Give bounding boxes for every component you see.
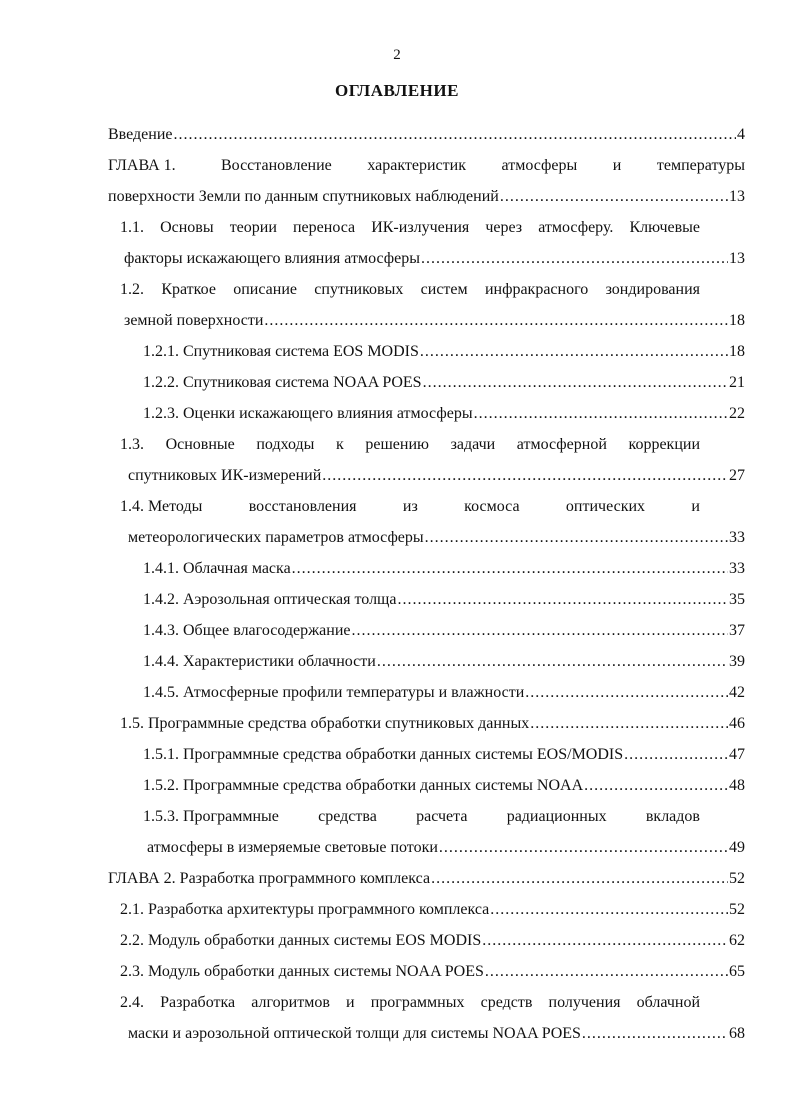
toc-entry-2-3 — [120, 960, 745, 984]
toc-entry-title: земной поверхности — [124, 312, 264, 329]
leader-dots — [624, 743, 728, 767]
toc-entry-1-4-1 — [143, 557, 745, 581]
leader-dots — [264, 309, 728, 333]
leader-dots — [431, 867, 728, 891]
toc-entry-1-4-4 — [143, 650, 745, 674]
toc-entry-title: Введение — [108, 126, 173, 143]
toc-page-number: 47 — [729, 746, 745, 763]
leader-dots — [322, 464, 728, 488]
toc-entry-1-3-line2 — [128, 464, 745, 488]
toc-entry-title: 1.2.2. Спутниковая система NOAA POES — [143, 374, 422, 391]
toc-page-number: 42 — [729, 684, 745, 701]
toc-entry-title: 2.3. Модуль обработки данных системы NOAA POES — [120, 963, 484, 980]
leader-dots — [530, 712, 728, 736]
toc-entry-title: 1.2.1. Спутниковая система EOS MODIS — [143, 343, 419, 360]
toc-page-number: 68 — [729, 1025, 745, 1042]
toc-page-number: 52 — [729, 901, 745, 918]
toc-entry-1-1-line1: 1.1. Основы теории переноса ИК-излучения через атмосферу. Ключевые — [120, 219, 700, 236]
leader-dots — [582, 1022, 728, 1046]
toc-entry-1-5-3-line2 — [147, 836, 745, 860]
toc-entry-title: маски и аэрозольной оптической толщи для системы NOAA POES — [128, 1025, 581, 1042]
toc-entry-1-4-5 — [143, 681, 745, 705]
toc-page-number: 37 — [729, 622, 745, 639]
toc-entry-title: 2.2. Модуль обработки данных системы EOS MODIS — [120, 932, 482, 949]
leader-dots — [425, 526, 728, 550]
toc-page-number: 21 — [729, 374, 745, 391]
toc-entry-1-5-2 — [143, 774, 745, 798]
toc-entry-1-5 — [120, 712, 745, 736]
leader-dots — [485, 960, 728, 984]
toc-page-number: 13 — [729, 250, 745, 267]
leader-dots — [490, 898, 728, 922]
toc-entry-ch2 — [108, 867, 745, 891]
leader-dots — [174, 123, 737, 147]
leader-dots — [500, 185, 728, 209]
toc-page-number: 35 — [729, 591, 745, 608]
toc-entry-intro — [108, 123, 745, 147]
toc-entry-2-4-line2 — [128, 1022, 745, 1046]
toc-page-number: 33 — [729, 560, 745, 577]
toc-entry-title: 2.1. Разработка архитектуры программного комплекса — [120, 901, 490, 918]
toc-entry-ch1-line1 — [108, 154, 745, 178]
toc-word: 1.5.3. Программные — [143, 808, 279, 825]
leader-dots — [397, 588, 728, 612]
page-number: 2 — [393, 47, 401, 63]
toc-entry-title: атмосферы в измеряемые световые потоки — [147, 839, 438, 856]
toc-entry-1-5-1 — [143, 743, 745, 767]
toc-entry-1-3-line1: 1.3. Основные подходы к решению задачи атмосферной коррекции — [120, 436, 700, 453]
toc-entry-title: спутниковых ИК-измерений — [128, 467, 322, 484]
toc-page-number: 18 — [729, 343, 745, 360]
toc-entry-1-5-3-line1 — [143, 805, 700, 829]
leader-dots — [423, 371, 728, 395]
chapter-number: ГЛАВА 1. — [108, 157, 176, 174]
toc-page-number: 65 — [729, 963, 745, 980]
toc-page-number: 18 — [729, 312, 745, 329]
toc-page-number: 39 — [729, 653, 745, 670]
leader-dots — [525, 681, 728, 705]
toc-word: космоса — [464, 498, 520, 515]
leader-dots — [421, 247, 728, 271]
toc-entry-2-4-line1: 2.4. Разработка алгоритмов и программных средств получения облачной — [120, 994, 700, 1011]
toc-entry-1-2-line1: 1.2. Краткое описание спутниковых систем инфракрасного зондирования — [120, 281, 700, 298]
toc-entry-title: 1.5.2. Программные средства обработки данных системы NOAA — [143, 777, 584, 794]
leader-dots — [474, 402, 728, 426]
toc-word: и — [691, 498, 700, 515]
toc-entry-2-1 — [120, 898, 745, 922]
toc-entry-title: 1.5.1. Программные средства обработки данных системы EOS/MODIS — [143, 746, 624, 763]
toc-word: из — [402, 498, 418, 515]
toc-page-number: 48 — [729, 777, 745, 794]
toc-entry-title: 1.4.1. Облачная маска — [143, 560, 291, 577]
toc-page-number: 46 — [729, 715, 745, 732]
toc-entry-title: 1.2.3. Оценки искажающего влияния атмосферы — [143, 405, 473, 422]
toc-entry-1-1-line2 — [124, 247, 745, 271]
toc-entry-1-2-3 — [143, 402, 745, 426]
toc-entry-1-2-1 — [143, 340, 745, 364]
toc-word: 1.4. Методы — [120, 498, 203, 515]
toc-entry-title: 1.4.2. Аэрозольная оптическая толща — [143, 591, 397, 608]
toc-entry-title: Восстановление характеристик атмосферы и температуры — [221, 157, 745, 174]
toc-entry-1-2-2 — [143, 371, 745, 395]
leader-dots — [482, 929, 728, 953]
toc-word: восстановления — [248, 498, 357, 515]
toc-page-number: 13 — [729, 188, 745, 205]
toc-page-number: 49 — [729, 839, 745, 856]
leader-dots — [420, 340, 728, 364]
toc-entry-1-4-line1 — [120, 495, 700, 519]
toc-entry-ch1-line2 — [108, 185, 745, 209]
leader-dots — [377, 650, 728, 674]
toc-word: радиационных — [506, 808, 607, 825]
toc-entry-1-2-line2 — [124, 309, 745, 333]
toc-page-number: 22 — [729, 405, 745, 422]
toc-entry-1-4-line2 — [128, 526, 745, 550]
toc-entry-title: метеорологических параметров атмосферы — [128, 529, 424, 546]
toc-entry-title: факторы искажающего влияния атмосферы — [124, 250, 421, 267]
toc-word: средства — [318, 808, 377, 825]
toc-entry-2-2 — [120, 929, 745, 953]
toc-page-number: 33 — [729, 529, 745, 546]
leader-dots — [351, 619, 728, 643]
page-title: ОГЛАВЛЕНИЕ — [335, 81, 459, 100]
toc-entry-title: 1.4.3. Общее влагосодержание — [143, 622, 351, 639]
toc-entry-1-4-3 — [143, 619, 745, 643]
toc-entry-title: 1.4.4. Характеристики облачности — [143, 653, 376, 670]
toc-entry-title: 1.5. Программные средства обработки спутниковых данных — [120, 715, 530, 732]
toc-word: расчета — [416, 808, 468, 825]
leader-dots — [584, 774, 728, 798]
leader-dots — [439, 836, 728, 860]
toc-word: оптических — [565, 498, 646, 515]
toc-entry-title: поверхности Земли по данным спутниковых наблюдений — [108, 188, 499, 205]
toc-page-number: 4 — [737, 126, 745, 143]
toc-page-number: 62 — [729, 932, 745, 949]
toc-entry-title: ГЛАВА 2. Разработка программного комплекса — [108, 870, 431, 887]
leader-dots — [292, 557, 728, 581]
toc-page-number: 52 — [729, 870, 745, 887]
toc-entry-title: 1.4.5. Атмосферные профили температуры и влажности — [143, 684, 525, 701]
toc-entry-1-4-2 — [143, 588, 745, 612]
toc-word: вкладов — [645, 808, 700, 825]
toc-page-number: 27 — [729, 467, 745, 484]
